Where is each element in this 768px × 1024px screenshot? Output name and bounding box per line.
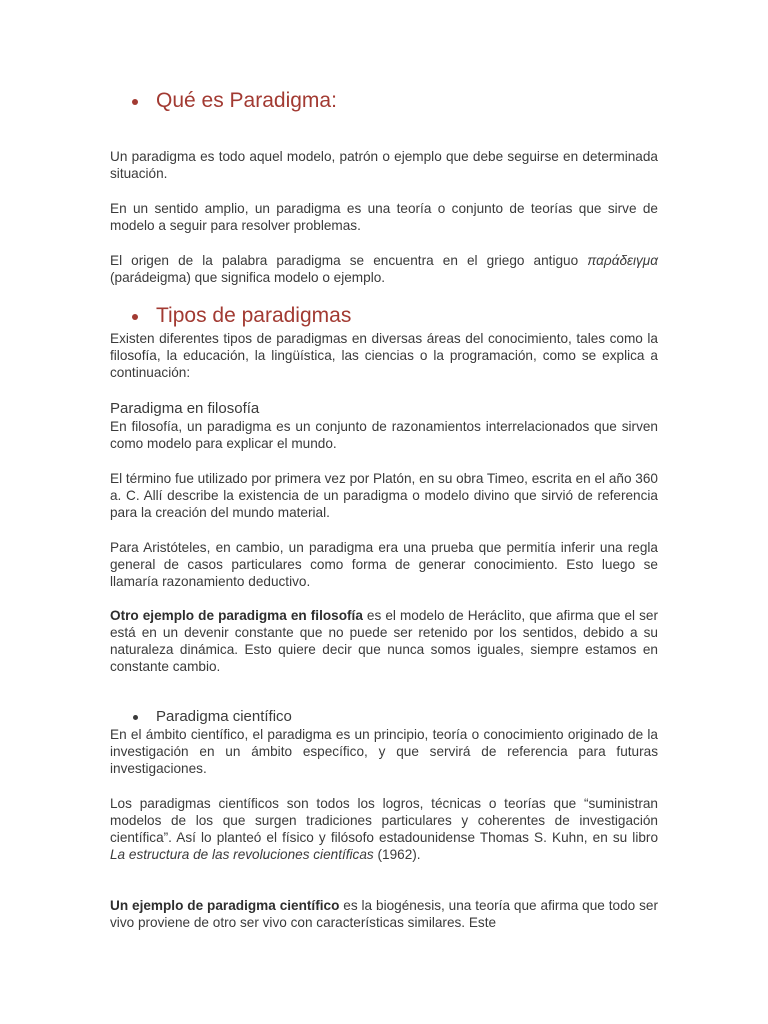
paragraph-philosophy-definition: En filosofía, un paradigma es un conjunto de razonamientos interrelacionados que sirven como modelo para explicar el mundo.: [110, 419, 658, 451]
paragraph-aristoteles: Para Aristóteles, en cambio, un paradigma era una prueba que permitía inferir una regla general de casos particulares como forma de generar conocimiento. Esto luego se llamaría razonamiento deductivo.: [110, 540, 658, 589]
paragraph-types-intro: Existen diferentes tipos de paradigmas en diversas áreas del conocimiento, tales como la filosofía, la educación, la lingüística, las ciencias o la programación, como se explica a continuación:: [110, 331, 658, 380]
paragraph-kuhn: Los paradigmas científicos son todos los logros, técnicas o teorías que “suministran modelos de los que surgen tradiciones particulares y coherentes de investigación científica”. Así lo planteó el físico y filósofo estadounidense Thomas S. Kuhn, en su libro La estructura de las revoluciones científicas (1962).: [110, 796, 658, 862]
paragraph-platon: El término fue utilizado por primera vez por Platón, en su obra Timeo, escrita en el año 360 a. C. Allí describe la existencia de un paradigma o modelo divino que sirvió de referencia para la creación del mundo material.: [110, 471, 658, 520]
bullet-icon: [132, 314, 138, 320]
paragraph-origin: El origen de la palabra paradigma se encuentra en el griego antiguo παράδειγμα (parádeigma) que significa modelo o ejemplo.: [110, 253, 658, 285]
paragraph-scientific-definition: En el ámbito científico, el paradigma es un principio, teoría o conocimiento originado de la investigación en un ámbito específico, y que servirá de referencia para futuras investigaciones.: [110, 727, 658, 776]
paragraph-biogenesis: Un ejemplo de paradigma científico es la biogénesis, una teoría que afirma que todo ser vivo proviene de otro ser vivo con características similares. Este: [110, 898, 658, 930]
book-title: La estructura de las revoluciones científicas: [110, 847, 374, 862]
bullet-icon: [132, 99, 138, 105]
document-page: Qué es Paradigma: Un paradigma es todo aquel modelo, patrón o ejemplo que debe seguirse en determinada situación. En un sentido amplio, un paradigma es una teoría o conjunto de teorías que sirve de modelo a seguir para resolver problemas. El origen de la palabra paradigma se encuentra en el griego antiguo παράδειγμα (parádeigma) que significa modelo o ejemplo. Tipos de paradigmas Existen diferentes tipos de paradigmas en diversas áreas del conocimiento, tales como la filosofía, la educación, la lingüística, las ciencias o la programación, como se explica a continuación: Paradigma en filosofía En filosofía, un paradigma es un conjunto de razonamientos interrelacionados que sirven como modelo para explicar el mundo. El término fue utilizado por primera vez por Platón, en su obra Timeo, escrita en el año 360 a. C. Allí describe la existencia de un paradigma o modelo divino que sirvió de referencia para la creación del mundo material. Para Aristóteles, en cambio, un paradigma era una prueba que permitía inferir una regla general de casos particulares como forma de generar conocimiento. Esto luego se llamaría razonamiento deductivo. Otro ejemplo de paradigma en filosofía es el modelo de Heráclito, que afirma que el ser está en un devenir constante que no puede ser retenido por los sentidos, debido a su naturaleza dinámica. Esto quiere decir que nunca somos iguales, siempre estamos en constante cambio. Paradigma científico En el ámbito científico, el paradigma es un principio, teoría o conocimiento originado de la investigación en un ámbito específico, y que servirá de referencia para futuras investigaciones. Los paradigmas científicos son todos los logros, técnicas o teorías que “suministran modelos de los que surgen tradiciones particulares y coherentes de investigación científica”. Así lo planteó el físico y filósofo estadounidense Thomas S. Kuhn, en su libro La estructura de las revoluciones científicas (1962). Un ejemplo de paradigma científico es la biogénesis, una teoría que afirma que todo ser vivo proviene de otro ser vivo con características similares. Este: [110, 89, 659, 930]
paragraph-definition: Un paradigma es todo aquel modelo, patrón o ejemplo que debe seguirse en determinada situación.: [110, 149, 658, 181]
paragraph-broad-sense: En un sentido amplio, un paradigma es una teoría o conjunto de teorías que sirve de modelo a seguir para resolver problemas.: [110, 201, 658, 233]
greek-word: παράδειγμα: [587, 253, 658, 268]
paragraph-heraclito: Otro ejemplo de paradigma en filosofía es el modelo de Heráclito, que afirma que el ser está en un devenir constante que no puede ser retenido por los sentidos, debido a su naturaleza dinámica. Esto quiere decir que nunca somos iguales, siempre estamos en constante cambio.: [110, 608, 659, 674]
bullet-icon: [133, 715, 138, 720]
